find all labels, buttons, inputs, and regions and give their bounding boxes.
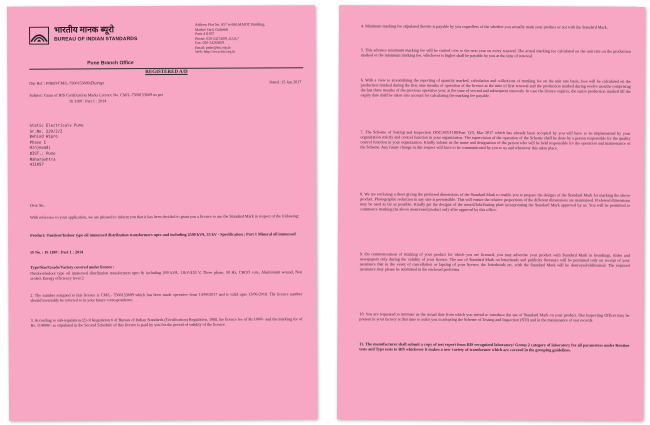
address-line: Address Plot No. 657 to 660,MAIDC Building, xyxy=(195,22,265,27)
paragraph-6: 6. With a view to streamlining the reporting of quantity marked, calculation and collections of marking fee on the unit rate basis, fees will be calculated on the production marked during the first nine months of operation of the licence at the time of first renewal and the production marked during twelve months comprising the last three months of the previous operative year, at the time of second and subsequent renewals. In case the licence expires, the entire production marked till the expiry date shall be taken into account for calculating the marking fee payable. xyxy=(360,77,631,99)
our-reference-text: Our Ref : PNBO/CM/L-7500153609/ xyxy=(29,80,91,86)
recipient-line: Behind Wipro xyxy=(29,133,58,139)
address-line: Web: http://www.bis.org.in xyxy=(195,49,236,54)
paragraph-8: 8. We are enclosing a sheet giving the preferred dimensions of the Standard Mark to enable you to prepare the designs of the Standard Mark for marking the above product. Photographic reduction in any size is permissible. This will ensure the relative proportions of the different dimensions are maintained. Preferred dimensions may be used as far as possible. Kindly get the designs of the stencil/label/rating plate incorporating the Standard Mark approved by us. You will be permitted to commence marking the above mentioned product only after approval by this office. xyxy=(360,191,631,213)
paragraph-4: 4. Minimum marking fee stipulated therein is payable by you regardless of the whether you actually mark your product or not with the Standard Mark. xyxy=(360,23,608,30)
paragraph-5: 5. This advance minimum marking fee will be carried over to the next year on every renewal. The actual marking fee calculated on the unit rate on the production marked or the minimum marking fee, whichever is higher shall be payable by you at the time of renewal. xyxy=(360,47,631,59)
recipient-line: Hinjewadi xyxy=(29,144,51,151)
letter-date: Dated :15 Jun 2017 xyxy=(269,79,302,85)
paragraph-2: 2. The number assigned to this licence is CM/L- 7500153609 which has been made operative from 14/06/2017 and is valid upto 13/06/2018. The licence number should invariably be referred to in your future correspondence. xyxy=(30,291,303,303)
our-reference-handwritten: Durap xyxy=(90,80,104,86)
product-description: Outdoor/Indoor type oil immersed distribution transformers upto and including 2500 kVA, 33 kV - Specification : Part 1 Mineral oil immersed xyxy=(46,231,296,238)
our-reference xyxy=(29,80,103,85)
address-line: Email: pnbo@bis.org.in xyxy=(195,45,231,50)
bis-logo-icon xyxy=(29,27,49,45)
type-description: Outdoor/indoor type oil immersed distribution transformers upto & including 200 kVA, 11kV/433 V, Three phase, 50 Hz, CRGO core, Aluminium wound, Non sealed, Energy efficiency level 2 xyxy=(30,269,303,281)
subject-line: Subject: Grant of BIS Certification Marks Licence No. CM/L-7500153609 us per xyxy=(29,91,163,98)
recipient-line: Sr.No. 229/2/2 xyxy=(29,128,63,134)
address-line: Fax: 020-24268659 xyxy=(195,40,225,45)
address-line: Market Yard, Gultekdi xyxy=(195,27,229,32)
intro-paragraph: With reference to your application, we are pleased to inform you that it has been decided to grant you a licence to use the Standard Mark in respect of the following: xyxy=(30,213,300,220)
org-name-hindi: भारतीय मानक ब्यूरो xyxy=(54,24,114,35)
recipient-line: DIST.: Pune xyxy=(29,150,56,156)
org-name-english: BUREAU OF INDIAN STANDARDS xyxy=(54,36,138,43)
letterhead-address xyxy=(195,22,305,54)
subject-standard: IS 1180 : Part 1 : 2014 xyxy=(69,98,107,104)
product-block xyxy=(30,231,302,238)
letter-page-1 xyxy=(7,5,317,421)
paragraph-3: 3. According to sub-regulation (2) of Regulation 6 of Bureau of Indian Standards (Certification) Regulation, 1988, the licence fee of Rs 1000/- and the marking fee of Rs. 114000/- as stipulated in the Second Schedule of this licence is paid by you for the period of validity of the licence. xyxy=(30,316,303,328)
branch-office: Pune Branch Office xyxy=(87,60,134,67)
letter-page-2 xyxy=(337,5,645,421)
recipient-line: Maharashtra xyxy=(29,156,56,162)
address-line: Pune 411037 xyxy=(195,31,215,36)
paragraph-11: 11. The manufacturer shall submit a copy of test report from BIS recognized laboratory/ Group 2 category of laboratory for all parameters under Routine tests and Type tests to BIS whichever it makes a new variety of transformer which are covered in the grouping guidelines. xyxy=(359,341,630,353)
salutation: Dear Sir, xyxy=(29,202,45,208)
recipient-line: Phase I xyxy=(29,139,47,145)
recipient-address xyxy=(30,122,84,167)
recipient-line: 411057 xyxy=(29,161,44,167)
is-number-row xyxy=(30,248,302,255)
registered-ad-label: REGISTERED A/D xyxy=(145,69,188,76)
product-label: Product: xyxy=(30,232,46,238)
type-heading: Type/Size/Grade/Variety covered under licence : xyxy=(30,264,115,270)
paragraph-7: 7. The Scheme of Testing and Inspection DOC:STI/1180/Part 1)/3, Mar 2017 which has already been accepted by you will have to be implemented by your organization strictly and control function in your organization. The supervision of the operation of the Scheme shall be done by a person responsible for the quality control function in your organization. Kindly inform us the name and designation of the person who will be held responsible for the operation and maintenance of the Scheme. Any future change in this respect will have to be communicated by you to us and whenever this takes place. xyxy=(360,129,631,151)
address-line: Phone: 020-24274801,4,5,6,7 xyxy=(195,36,239,41)
paragraph-10: 10. You are requested to intimate us the actual date from which you intend to introduce the use of Standard Mark on your product. Our Inspecting Officer may be present in your factory at that time to assist you in adopting the Scheme of Testing and Inspection (STI) and in the maintenance of test records. xyxy=(359,311,630,323)
is-number-label: IS No. xyxy=(30,249,42,255)
paragraph-9: 9. On commencement of marking of your product for which you are licensed, you may advertise your product with Standard Mark in hoardings, slides and newspapers only during the validity of your licence. The use of Standard Mark on letterheads and publicity literature will be permitted only on receipt of your assurance that in the event of cancellation or lapsing of your licence, the letterheads etc. with the Standard Mark will be destroyed/obliterated. The required assurance may please be submitted in the enclosed proforma. xyxy=(359,251,630,273)
is-number-value: : IS 1180 : Part 1 : 2014 xyxy=(42,249,84,255)
recipient-line: Static Electricals Pune xyxy=(29,122,84,128)
